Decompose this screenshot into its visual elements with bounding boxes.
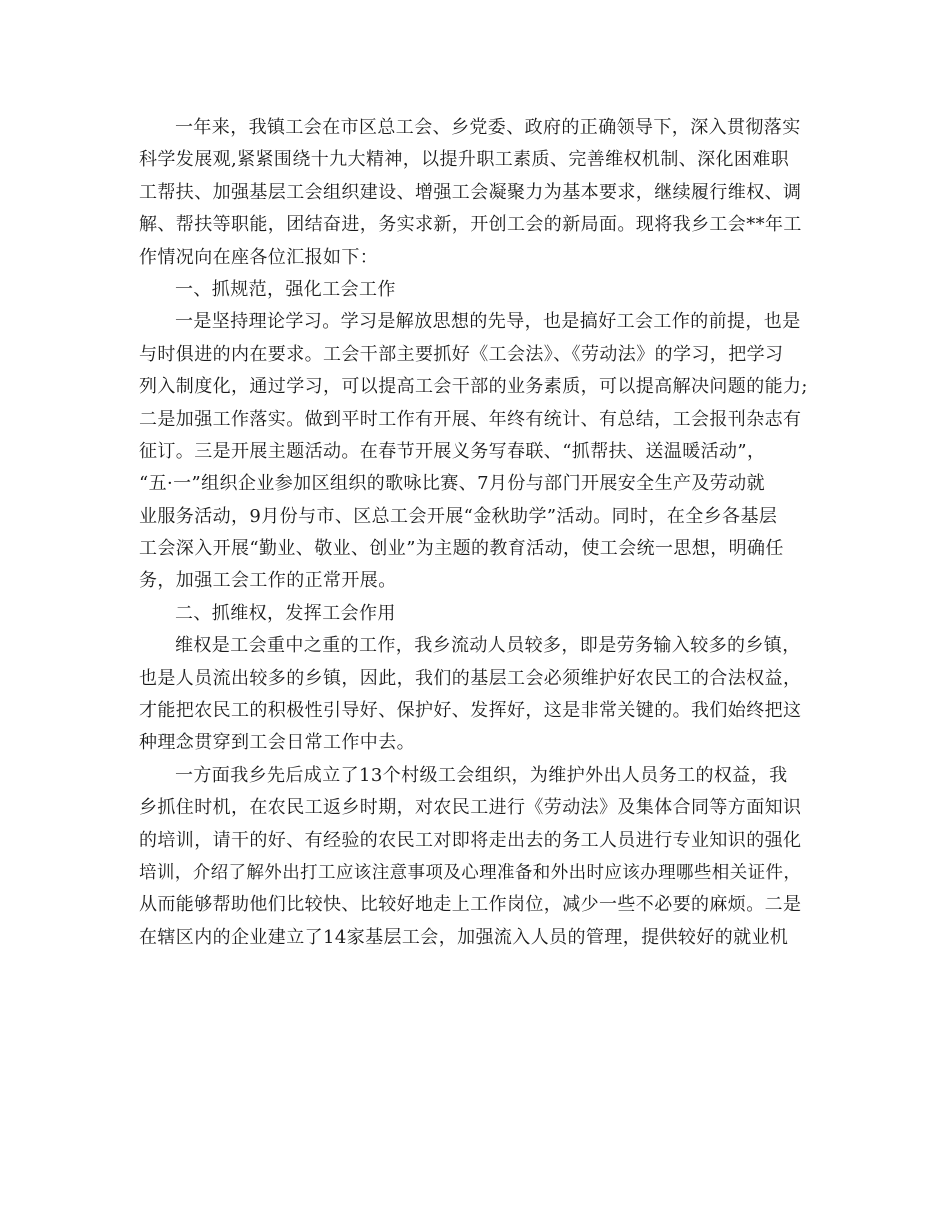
text-line: 种理念贯穿到工会日常工作中去。 [139,732,415,754]
text-line: 乡抓住时机，在农民工返乡时期，对农民工进行《劳动法》及集体合同等方面知识 [139,797,802,819]
section-heading: 二、抓维权，发挥工会作用 [175,602,396,624]
text-line: 解、帮扶等职能，团结奋进，务实求新，开创工会的新局面。现将我乡工会**年工 [139,214,802,236]
section-heading: 一、抓规范，强化工会工作 [175,278,396,300]
text-line: 在辖区内的企业建立了14家基层工会，加强流入人员的管理，提供较好的就业机 [139,926,789,948]
text-line: 一年来，我镇工会在市区总工会、乡党委、政府的正确领导下，深入贯彻落实 [175,117,801,138]
text-line: 也是人员流出较多的乡镇，因此，我们的基层工会必须维护好农民工的合法权益， [139,667,802,689]
text-line: 征订。三是开展主题活动。在春节开展义务写春联、“抓帮扶、送温暖活动”， [139,440,766,462]
text-line: 的培训，请干的好、有经验的农民工对即将走出去的务工人员进行专业知识的强化 [139,829,802,851]
text-line: 一是坚持理论学习。学习是解放思想的先导，也是搞好工会工作的前提，也是 [175,311,801,333]
text-line: 工帮扶、加强基层工会组织建设、增强工会凝聚力为基本要求，继续履行维权、调 [139,181,802,203]
text-line: 一方面我乡先后成立了13个村级工会组织，为维护外出人员务工的权益，我 [175,764,788,786]
text-line: 务，加强工会工作的正常开展。 [139,570,397,592]
text-line: 列入制度化，通过学习，可以提高工会干部的业务素质，可以提高解决问题的能力; [139,376,808,398]
text-line: 科学发展观,紧紧围绕十九大精神，以提升职工素质、完善维权机制、深化困难职 [139,149,790,171]
text-line: 从而能够帮助他们比较快、比较好地走上工作岗位，减少一些不必要的麻烦。二是 [139,894,802,916]
text-line: “五·一”组织企业参加区组织的歌咏比赛、7月份与部门开展安全生产及劳动就 [139,473,765,495]
text-line: 二是加强工作落实。做到平时工作有开展、年终有统计、有总结，工会报刊杂志有 [139,408,802,430]
text-line: 业服务活动，9月份与市、区总工会开展“金秋助学”活动。同时，在全乡各基层 [139,505,778,527]
text-line: 与时俱进的内在要求。工会干部主要抓好《工会法》、《劳动法》的学习，把学习 [139,343,784,365]
document-body [139,112,811,954]
text-line: 才能把农民工的积极性引导好、保护好、发挥好，这是非常关键的。我们始终把这 [139,700,802,722]
text-line: 工会深入开展“勤业、敬业、创业”为主题的教育活动，使工会统一思想，明确任 [139,538,784,560]
text-line: 培训，介绍了解外出打工应该注意事项及心理准备和外出时应该办理哪些相关证件， [139,862,802,883]
text-line: 作情况向在座各位汇报如下： [139,246,379,268]
text-line: 维权是工会重中之重的工作，我乡流动人员较多，即是劳务输入较多的乡镇， [175,635,801,657]
